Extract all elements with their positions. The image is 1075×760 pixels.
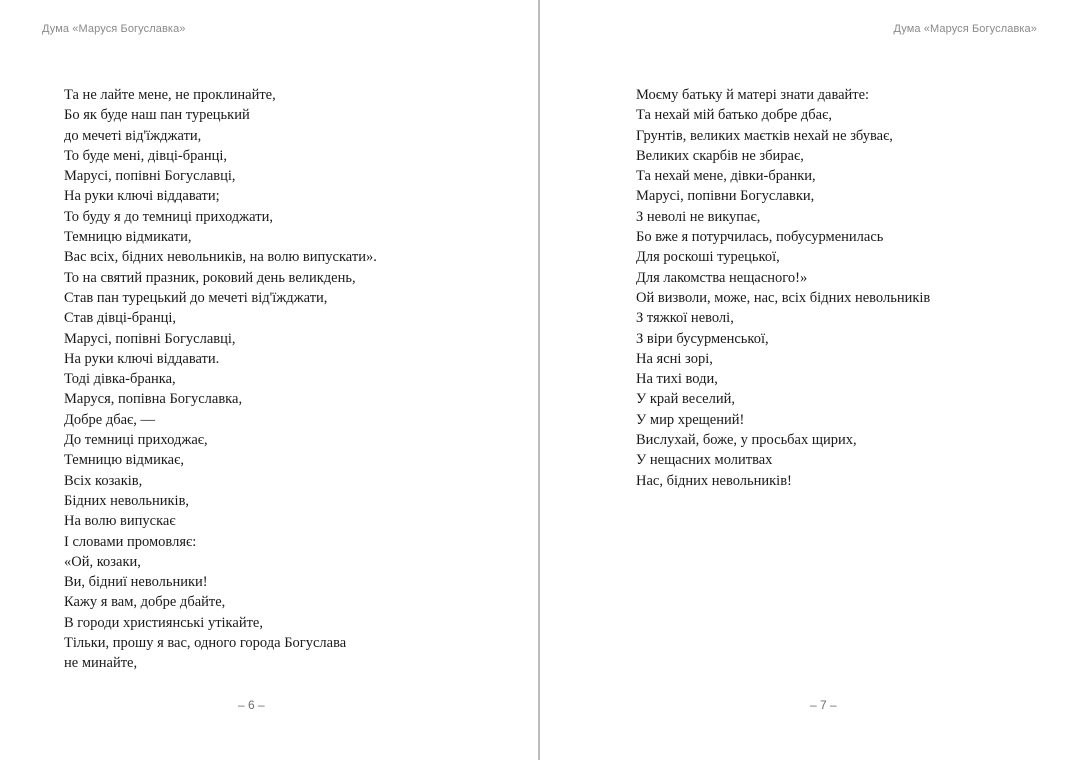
verse-line: На руки ключі віддавати.: [64, 350, 220, 367]
verse-line: Великих скарбів не збирає,: [636, 147, 804, 164]
verse-line: Марусі, попівні Богуславці,: [64, 330, 236, 347]
verse-line: Моєму батьку й матері знати давайте:: [636, 87, 870, 103]
verse-line: На тихі води,: [636, 371, 718, 388]
verse-line: Тоді дівка-бранка,: [64, 371, 176, 388]
verse-line: Бо як буде наш пан турецький: [64, 107, 250, 124]
verse-line: У край веселий,: [636, 391, 735, 408]
verse-line: То буду я до темниці приходжати,: [64, 208, 273, 225]
verse-line: Грунтів, великих маєтків нехай не збуває,: [636, 127, 893, 144]
verse-line: Нас, бідних невольників!: [636, 472, 792, 489]
verse-line: З тяжкої неволі,: [636, 310, 734, 327]
verse-line: З віри бусурменської,: [636, 330, 769, 347]
verse-line: До темниці приходжає,: [64, 432, 208, 449]
verse-text: [636, 85, 930, 491]
verse-line: Став пан турецький до мечеті від'їжджати,: [64, 289, 328, 306]
verse-line: Для роскоші турецької,: [636, 249, 780, 266]
verse-line: Добре дбає, —: [64, 411, 155, 428]
verse-line: У нещасних молитвах: [636, 452, 773, 469]
verse-line: І словами промовляє:: [64, 533, 197, 550]
verse-line: Та не лайте мене, не проклинайте,: [64, 87, 276, 103]
verse-line: Вас всіх, бідних невольників, на волю випускати».: [64, 249, 377, 266]
verse-line: То буде мені, дівці-бранці,: [64, 147, 227, 164]
verse-line: не минайте,: [64, 655, 138, 672]
running-head: Дума «Маруся Богуславка»: [42, 23, 186, 35]
verse-line: до мечеті від'їжджати,: [64, 127, 202, 144]
verse-line: Марусі, попівни Богуславки,: [636, 188, 815, 205]
verse-line: Бо вже я потурчилась, побусурменилась: [636, 229, 884, 246]
verse-line: Тільки, прошу я вас, одного города Богуслава: [64, 635, 347, 652]
verse-line: Став дівці-бранці,: [64, 310, 177, 327]
verse-line: Бідних невольників,: [64, 492, 190, 509]
verse-line: На руки ключі віддавати;: [64, 188, 220, 205]
verse-line: Вислухай, боже, у просьбах щирих,: [636, 432, 857, 449]
verse-line: Ви, бідниї невольники!: [64, 574, 208, 591]
verse-line: То на святий празник, роковий день великдень,: [64, 269, 356, 286]
verse-line: В городи християнські утікайте,: [64, 614, 263, 631]
verse-line: Ой визволи, може, нас, всіх бідних невольників: [636, 289, 931, 306]
page-number: – 7 –: [810, 698, 837, 712]
verse-line: Та нехай мій батько добре дбає,: [636, 107, 832, 124]
verse-text: [64, 85, 377, 674]
verse-line: Маруся, попівна Богуславка,: [64, 391, 243, 408]
verse-line: У мир хрещений!: [636, 411, 745, 428]
verse-line: Кажу я вам, добре дбайте,: [64, 594, 226, 611]
verse-line: Марусі, попівні Богуславці,: [64, 168, 236, 185]
verse-line: Темницю відмикає,: [64, 452, 184, 469]
verse-line: Темницю відмикати,: [64, 229, 192, 246]
running-head: Дума «Маруся Богуславка»: [893, 23, 1037, 35]
verse-line: «Ой, козаки,: [64, 553, 141, 570]
verse-line: На волю випускає: [64, 513, 176, 530]
right-page: [540, 0, 1075, 760]
verse-line: На ясні зорі,: [636, 350, 713, 367]
verse-line: Та нехай мене, дівки-бранки,: [636, 168, 816, 185]
verse-line: Для лакомства нещасного!»: [636, 269, 808, 286]
page-number: – 6 –: [238, 698, 265, 712]
verse-line: З неволі не викупає,: [636, 208, 761, 225]
verse-line: Всіх козаків,: [64, 472, 143, 489]
